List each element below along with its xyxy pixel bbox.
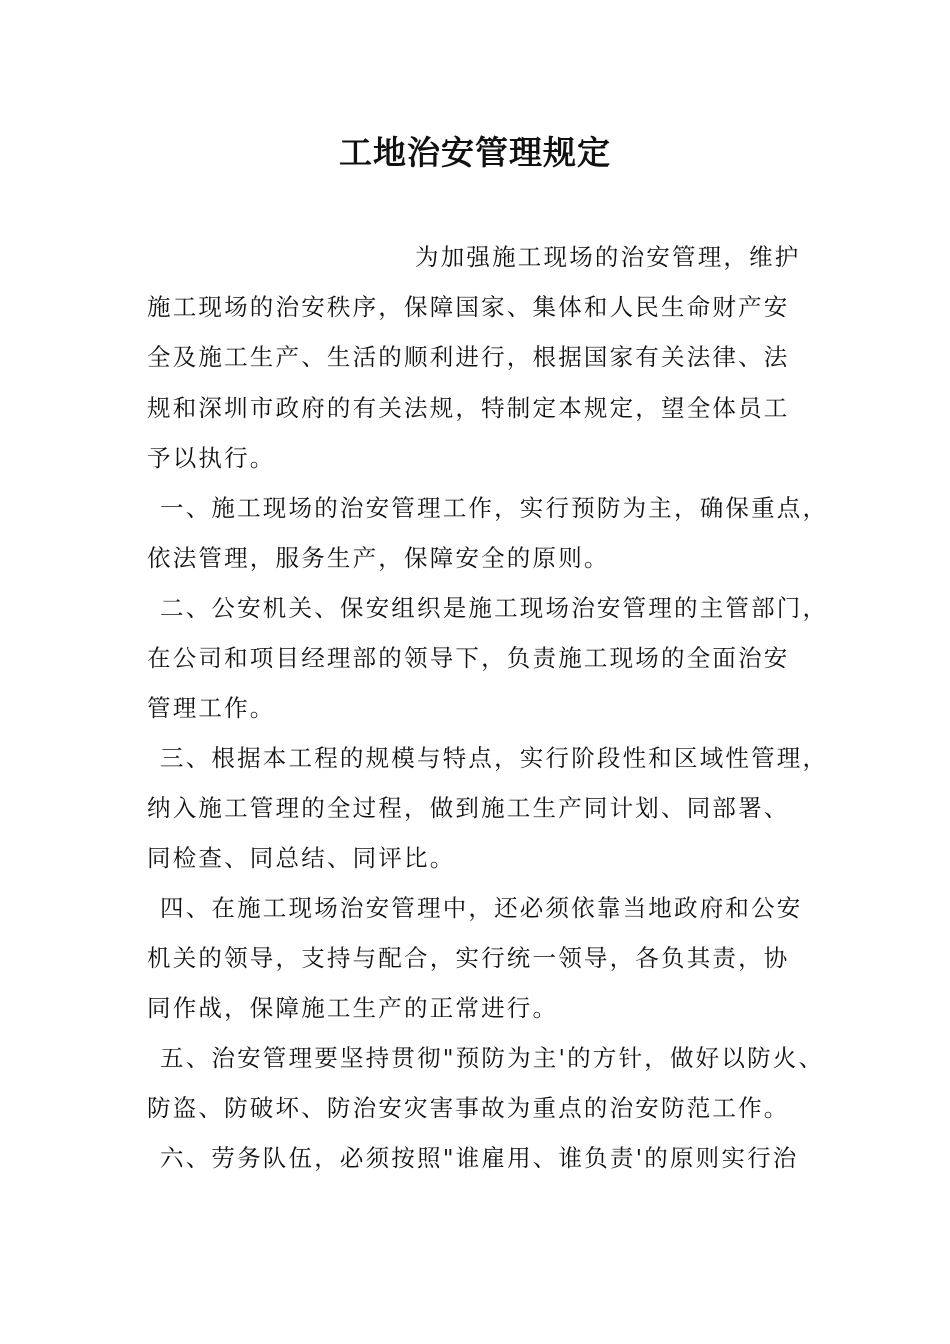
body-line: 管理工作。 [147,694,276,722]
body-line: 防盗、防破坏、防治安灾害事故为重点的治安防范工作。 [147,1094,790,1122]
body-line: 依法管理，服务生产，保障安全的原则。 [147,544,610,572]
body-line: 纳入施工管理的全过程，做到施工生产同计划、同部署、 [147,794,790,822]
body-line: 同检查、同总结、同评比。 [147,844,456,872]
body-line: 四、在施工现场治安管理中，还必须依靠当地政府和公安 [160,894,803,922]
body-line: 二、公安机关、保安组织是施工现场治安管理的主管部门， [160,594,829,622]
body-line: 一、施工现场的治安管理工作，实行预防为主，确保重点， [160,494,829,522]
body-line: 规和深圳市政府的有关法规，特制定本规定，望全体员工 [147,394,790,422]
body-line: 同作战，保障施工生产的正常进行。 [147,994,559,1022]
body-line: 全及施工生产、生活的顺利进行，根据国家有关法律、法 [147,343,790,371]
document-title: 工地治安管理规定 [339,133,611,172]
body-line: 三、根据本工程的规模与特点，实行阶段性和区域性管理， [160,744,829,772]
body-line: 予以执行。 [147,444,276,472]
body-line: 在公司和项目经理部的领导下，负责施工现场的全面治安 [147,644,790,672]
body-line: 施工现场的治安秩序，保障国家、集体和人民生命财产安 [147,293,790,321]
body-line: 六、劳务队伍，必须按照"谁雇用、谁负责'的原则实行治 [160,1144,799,1172]
body-line: 为加强施工现场的治安管理，维护 [415,243,801,271]
body-line: 机关的领导，支持与配合，实行统一领导，各负其责，协 [147,944,790,972]
body-line: 五、治安管理要坚持贯彻"预防为主'的方针，做好以防火、 [160,1044,825,1072]
